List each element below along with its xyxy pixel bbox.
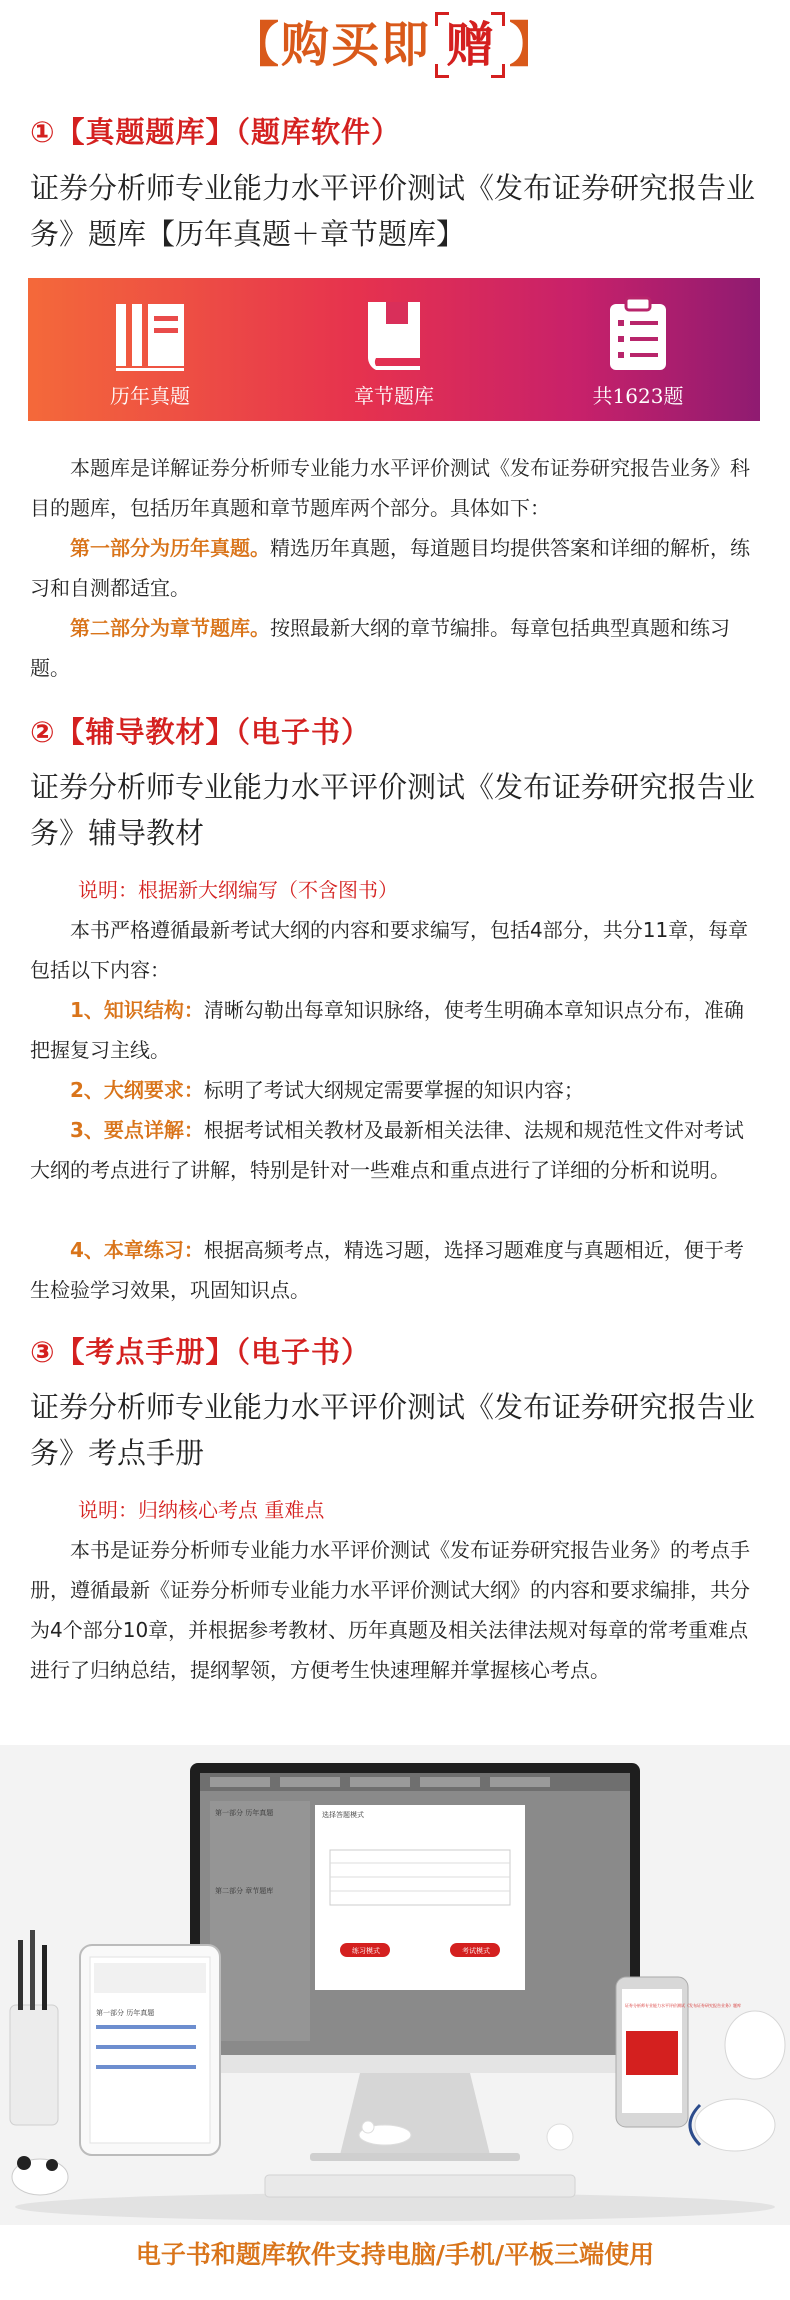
- gift-badge: [435, 10, 505, 80]
- item-highlight: 3、要点详解：: [70, 1118, 204, 1142]
- section1-title: 证券分析师专业能力水平评价测试《发布证券研究报告业务》题库【历年真题＋章节题库】: [30, 171, 756, 251]
- section2-item: [30, 990, 760, 1070]
- phone-title: 证券分析师专业能力水平评价测试《发布证券研究报告业务》题库: [625, 2003, 741, 2008]
- banner-label: 共1623题: [592, 384, 684, 408]
- banner-item-question-count: [516, 278, 760, 421]
- devices-illustration: [0, 1745, 790, 2225]
- item-highlight: 4、本章练习：: [70, 1238, 204, 1262]
- banner-label: 历年真题: [110, 384, 190, 408]
- banner-item-past-exams: [28, 278, 272, 421]
- item-text: 根据高频考点，精选习题，选择习题难度与真题相近，便于考生检验学习效果，巩固知识点。: [30, 1238, 744, 1302]
- item-text: 清晰勾勒出每章知识脉络，使考生明确本章知识点分布，准确把握复习主线。: [30, 998, 744, 1062]
- book-icon: [354, 294, 434, 374]
- section3-heading: ③【考点手册】（电子书）: [30, 1335, 372, 1369]
- promo-header: [0, 10, 790, 80]
- practice-mode-label: 练习模式: [352, 1947, 380, 1955]
- section2-item: [30, 1070, 760, 1110]
- section3-intro: 本书是证券分析师专业能力水平评价测试《发布证券研究报告业务》的考点手册，遵循最新《证券分析师专业能力水平评价测试大纲》的内容和要求编排，共分为4个部分10章，并根据参考教材、历年真题及相关法律法规对每章的常考重难点进行了归纳总结，提纲挈领，方便考生快速理解并掌握核心考点。: [30, 1538, 750, 1682]
- item-text: 标明了考试大纲规定需要掌握的知识内容；: [203, 1078, 584, 1102]
- section2-item: [30, 1230, 760, 1310]
- tablet-section: 第一部分 历年真题: [96, 2009, 155, 2017]
- banner-item-chapter-bank: [272, 278, 516, 421]
- item-text: 根据考试相关教材及最新相关法律、法规和规范性文件对考试大纲的考点进行了讲解，特别是针对一些难点和重点进行了详细的分析和说明。: [30, 1118, 744, 1182]
- section1-part1: [30, 528, 760, 608]
- part1-highlight: 第一部分为历年真题。: [70, 536, 270, 560]
- part1-text: 精选历年真题，每道题目均提供答案和详细的解析，练习和自测都适宜。: [30, 536, 750, 600]
- promo-suffix: 】: [509, 17, 560, 73]
- exam-mode-label: 考试模式: [462, 1947, 490, 1955]
- section2-title: 证券分析师专业能力水平评价测试《发布证券研究报告业务》辅导教材: [30, 770, 756, 850]
- mode-dialog: [315, 1805, 525, 1990]
- monitor-section-one: 第一部分 历年真题: [215, 1809, 274, 1817]
- section2-note: 说明：根据新大纲编写（不含图书）: [78, 878, 398, 902]
- section1-part2: [30, 608, 760, 688]
- section2-heading: ②【辅导教材】（电子书）: [30, 715, 372, 749]
- section1-heading: ①【真题题库】（题库软件）: [30, 115, 402, 149]
- section1-intro: 本题库是详解证券分析师专业能力水平评价测试《发布证券研究报告业务》科目的题库，包括历年真题和章节题库两个部分。具体如下：: [30, 456, 750, 520]
- footer-note: 电子书和题库软件支持电脑/手机/平板三端使用: [135, 2240, 655, 2269]
- monitor-section-two: 第二部分 章节题库: [215, 1887, 274, 1895]
- keyboard: [265, 2175, 575, 2197]
- item-highlight: 2、大纲要求：: [70, 1078, 204, 1102]
- device-showcase: [0, 1745, 790, 2225]
- gift-char: 赠: [445, 17, 494, 73]
- section3-title: 证券分析师专业能力水平评价测试《发布证券研究报告业务》考点手册: [30, 1390, 756, 1470]
- part2-text: 按照最新大纲的章节编排。每章包括典型真题和练习题。: [30, 616, 730, 680]
- section3-note: 说明：归纳核心考点 重难点: [78, 1498, 325, 1522]
- promo-prefix: 【购买即: [230, 17, 431, 73]
- feature-banner: [28, 278, 760, 421]
- banner-label: 章节题库: [354, 384, 434, 408]
- section2-intro: 本书严格遵循最新考试大纲的内容和要求编写，包括4部分，共分11章，每章包括以下内容：: [30, 918, 749, 982]
- section2-item: [30, 1110, 760, 1190]
- item-highlight: 1、知识结构：: [70, 998, 204, 1022]
- books-icon: [110, 294, 190, 374]
- dialog-title: 选择答题模式: [322, 1811, 364, 1819]
- checklist-icon: [598, 294, 678, 374]
- part2-highlight: 第二部分为章节题库。: [70, 616, 270, 640]
